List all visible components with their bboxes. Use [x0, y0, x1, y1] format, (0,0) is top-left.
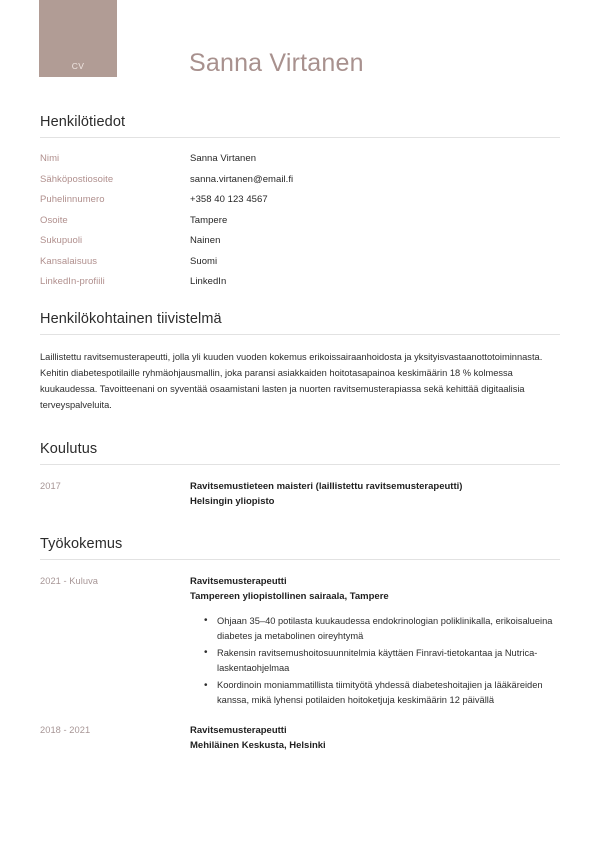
list-item: • Rakensin ravitsemushoitosuunnitelmia käyttäen Finravi-tietokantaa ja Nutrica-laskentaohjelmaa: [204, 646, 560, 676]
section-personal-summary: [0, 311, 600, 414]
experience-entry-body: [190, 575, 560, 710]
section-divider: [40, 464, 560, 465]
detail-label-sahkopostiosoite: Sähköpostiosoite: [40, 173, 114, 185]
detail-row: [40, 235, 560, 246]
detail-value-kansalaisuus: Suomi: [190, 255, 218, 267]
experience-entry: [40, 575, 560, 710]
section-divider: [40, 559, 560, 560]
experience-entry-bullets: [190, 614, 560, 708]
education-entry-degree: Ravitsemustieteen maisteri (laillistettu ravitsemusterapeutti): [190, 480, 463, 492]
cv-header: [0, 0, 600, 100]
section-title-personal-details: Henkilötiedot: [40, 114, 126, 130]
detail-row: [40, 215, 560, 226]
detail-row: [40, 174, 560, 185]
experience-entry-role: Ravitsemusterapeutti: [190, 576, 287, 588]
detail-value-puhelinnumero: +358 40 123 4567: [190, 194, 268, 205]
section-divider: [40, 137, 560, 138]
photo-placeholder-label: CV: [71, 61, 85, 71]
detail-value-nimi: Sanna Virtanen: [190, 153, 257, 164]
section-divider: [40, 334, 560, 335]
section-title-work-experience: Työkokemus: [40, 536, 123, 553]
list-item: • Ohjaan 35–40 potilasta kuukaudessa endokrinologian poliklinikalla, erikoisalueina diabetes ja metabolinen oireyhtymä: [204, 614, 560, 644]
list-item: • Koordinoin moniammatillista tiimityötä yhdessä diabeteshoitajien ja lääkäreiden kanssa, mikä lyhensi potilaiden hoitoketjuja keskimäärin 12 päivällä: [204, 678, 560, 708]
experience-entry-employer: Tampereen yliopistollinen sairaala, Tampere: [190, 591, 389, 603]
education-entry-date: 2017: [40, 480, 61, 491]
section-title-education: Koulutus: [40, 440, 98, 457]
detail-label-linkedin-profiili: LinkedIn-profiili: [40, 276, 105, 287]
experience-entry-date: 2018 - 2021: [40, 725, 91, 736]
detail-row: [40, 256, 560, 267]
experience-entry-role: Ravitsemusterapeutti: [190, 725, 287, 737]
experience-entry-employer: Mehiläinen Keskusta, Helsinki: [190, 739, 326, 751]
personal-summary-text: Laillistettu ravitsemusterapeutti, jolla yli kuuden vuoden kokemus erikoissairaanhoidosta ja yksityisvastaanottotoiminnasta. Kehitin diabetespotilaille ryhmäohjausmallin, joka paransi asiakkaiden hoitotasapainoa keskimäärin 18 % kolmessa kuukaudessa. Tavoitteenani on syventää osaamistani lasten ja nuorten ravitsemusterapiassa sekä kehittää digitaalisia terveyspalveluita.: [40, 352, 543, 410]
section-education: [0, 441, 600, 509]
experience-entry-date: 2021 - Kuluva: [40, 576, 99, 587]
detail-label-nimi: Nimi: [40, 153, 60, 164]
detail-value-sahkopostiosoite: sanna.virtanen@email.fi: [190, 173, 294, 185]
section-personal-details: [0, 114, 600, 287]
detail-label-sukupuoli: Sukupuoli: [40, 235, 83, 246]
detail-row: [40, 153, 560, 164]
detail-value-sukupuoli: Nainen: [190, 235, 221, 246]
section-work-experience: [0, 536, 600, 753]
personal-details-list: [40, 153, 560, 287]
education-entry-institution: Helsingin yliopisto: [190, 495, 275, 507]
photo-placeholder: [39, 0, 117, 77]
experience-entry: [40, 724, 560, 753]
candidate-full-name: Sanna Virtanen: [189, 49, 364, 77]
detail-label-osoite: Osoite: [40, 214, 68, 226]
detail-value-osoite: Tampere: [190, 214, 228, 226]
detail-row: [40, 194, 560, 205]
detail-label-puhelinnumero: Puhelinnumero: [40, 194, 105, 205]
section-title-personal-summary: Henkilökohtainen tiivistelmä: [40, 311, 222, 327]
experience-entry-body: [190, 724, 560, 753]
education-entry: [40, 480, 560, 509]
detail-label-kansalaisuus: Kansalaisuus: [40, 255, 98, 267]
detail-row: [40, 276, 560, 287]
detail-value-linkedin-profiili[interactable]: LinkedIn: [190, 276, 227, 287]
education-entry-body: [190, 480, 560, 509]
